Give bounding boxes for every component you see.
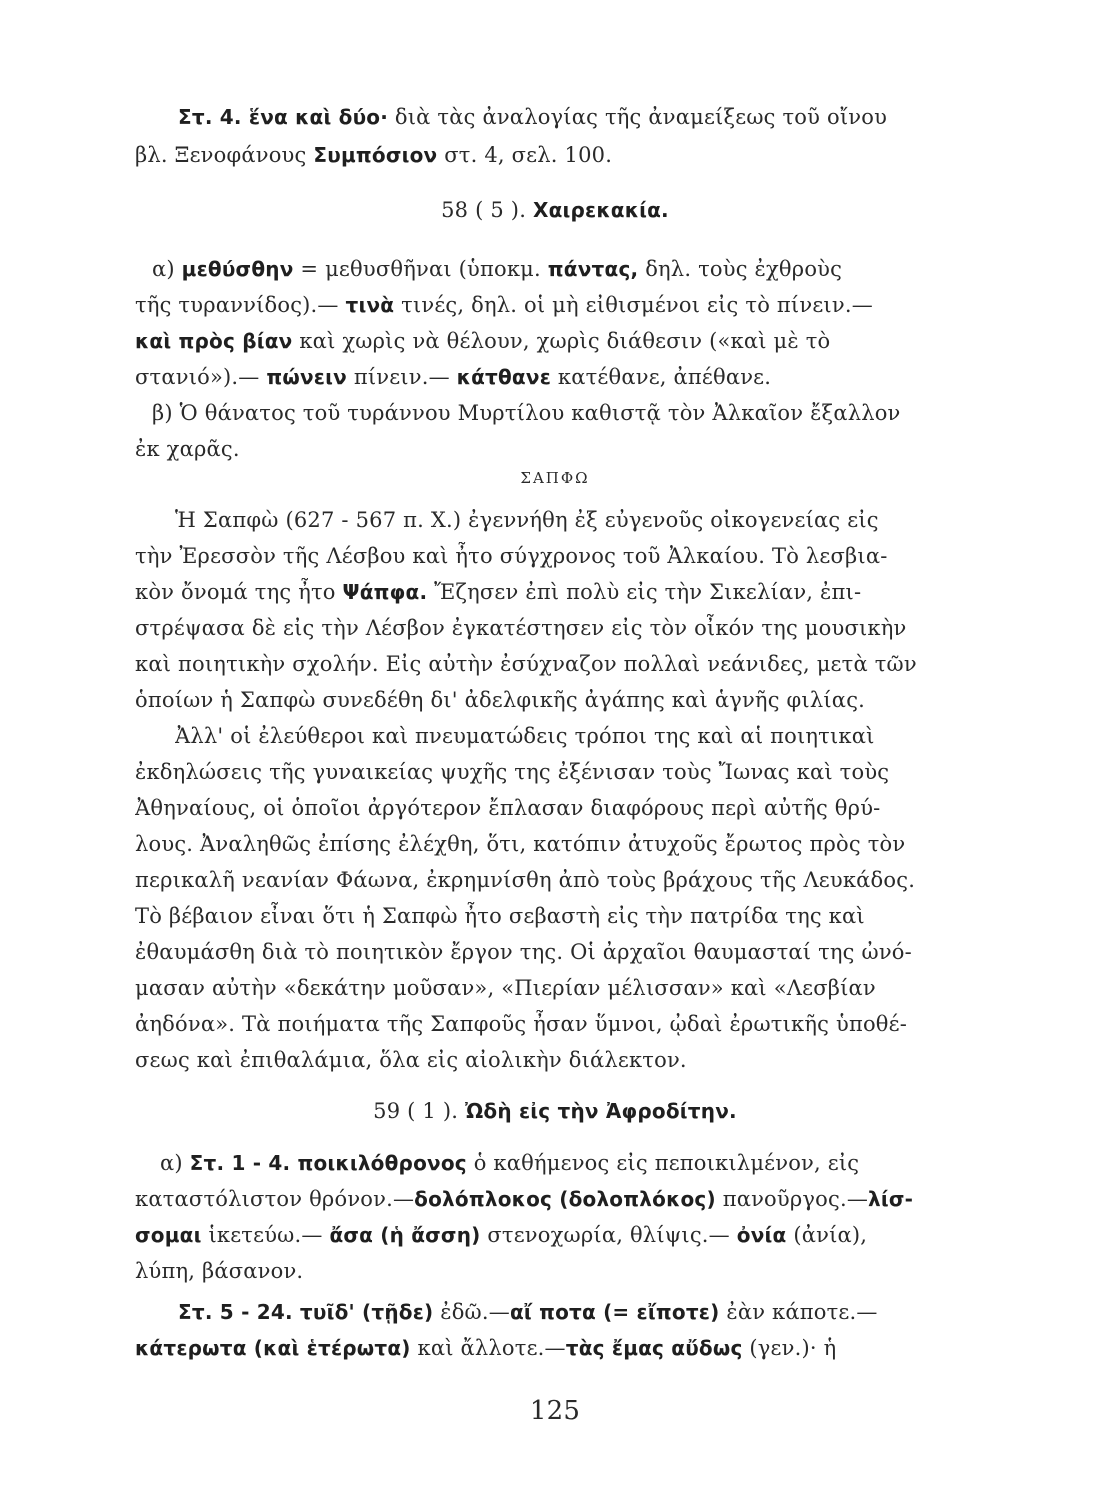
text-run: περικαλῆ νεανίαν Φάωνα, ἐκρημνίσθη ἀπὸ τοὺς βράχους τῆς Λευκάδος. [135, 868, 916, 892]
text-run: στανιό»).— [135, 365, 267, 389]
text-line [135, 902, 975, 930]
text-run: ὁποίων ἡ Σαπφὼ συνεδέθη δι' ἀδελφικῆς ἀγάπης καὶ ἁγνῆς φιλίας. [135, 688, 866, 712]
text-line [135, 758, 975, 786]
text-run: τὴν Ἐρεσσὸν τῆς Λέσβου καὶ ἦτο σύγχρονος τοῦ Ἀλκαίου. Τὸ λεσβια- [135, 544, 888, 568]
text-run: καὶ χωρὶς νὰ θέλουν, χωρὶς διάθεσιν («καὶ μὲ τὸ [292, 329, 831, 353]
bold-term: καὶ πρὸς βίαν [135, 329, 293, 353]
bold-term: Στ. 1 - 4. ποικιλόθρονος [189, 1151, 467, 1175]
text-line [135, 650, 975, 678]
text-line [135, 542, 975, 570]
text-run: καταστόλιστον θρόνον.— [135, 1187, 415, 1211]
text-run: α) [160, 1151, 190, 1175]
text-run: στενοχωρία, θλίψις.— [480, 1223, 737, 1247]
bold-term: δολόπλοκος (δολοπλόκος) [414, 1187, 716, 1211]
text-run: βλ. Ξενοφάνους [135, 143, 314, 167]
text-run: κατέθανε, ἀπέθανε. [551, 365, 772, 389]
text-line [178, 103, 1018, 131]
text-run: ἱκετεύω.— [201, 1223, 330, 1247]
bold-term: τὰς ἔμας αὔδως [565, 1336, 743, 1360]
text-line [152, 399, 992, 427]
text-run: καὶ ἄλλοτε.— [410, 1336, 566, 1360]
bold-term: λίσ- [868, 1187, 914, 1211]
author-heading [135, 464, 975, 492]
bold-term: ὀνία [736, 1223, 787, 1247]
text-run: διὰ τὰς ἀναλογίας τῆς ἀναμείξεως τοῦ οἴνου [388, 105, 888, 129]
text-line [135, 938, 975, 966]
bold-term: πάντας, [547, 257, 639, 281]
text-run: ἐκδηλώσεις τῆς γυναικείας ψυχῆς της ἐξένισαν τοὺς Ἴωνας καὶ τοὺς [135, 760, 890, 784]
text-line [135, 1257, 975, 1285]
text-line [135, 866, 975, 894]
text-line [135, 291, 975, 319]
text-run: (ἀνία), [786, 1223, 868, 1247]
text-line [135, 686, 975, 714]
text-line [135, 363, 975, 391]
text-line [160, 1149, 1000, 1177]
text-run: λύπη, βάσανον. [135, 1259, 304, 1283]
text-line [135, 435, 975, 463]
text-run: ἐκ χαρᾶς. [135, 437, 240, 461]
author-name: ΣΑΠΦΩ [520, 469, 590, 487]
text-run: = μεθυσθῆναι (ὑποκμ. [293, 257, 548, 281]
text-run: ἐδῶ.— [433, 1300, 510, 1324]
section-heading [135, 1097, 975, 1125]
text-line [135, 1046, 975, 1074]
text-run: Ἀλλ' οἱ ἐλεύθεροι καὶ πνευματώδεις τρόποι της καὶ αἱ ποιητικαὶ [175, 724, 875, 748]
text-line [135, 1334, 975, 1362]
text-line [135, 327, 975, 355]
bold-term: κάτερωτα (καὶ ἑτέρωτα) [135, 1336, 411, 1360]
text-run: Ἔζησεν ἐπὶ πολὺ εἰς τὴν Σικελίαν, ἐπι- [427, 580, 862, 604]
page-number [135, 1397, 975, 1425]
text-line [178, 1298, 1018, 1326]
text-run: β) Ὁ θάνατος τοῦ τυράννου Μυρτίλου καθιστᾷ τὸν Ἀλκαῖον ἔξαλλον [152, 401, 901, 425]
text-line [152, 255, 992, 283]
bold-term: μεθύσθην [181, 257, 294, 281]
text-line [135, 1010, 975, 1038]
text-run: (γεν.)· ἡ [742, 1336, 837, 1360]
text-run: σεως καὶ ἐπιθαλάμια, ὅλα εἰς αἰολικὴν διάλεκτον. [135, 1048, 687, 1072]
text-run: μασαν αὐτὴν «δεκάτην μοῦσαν», «Πιερίαν μέλισσαν» καὶ «Λεσβίαν [135, 976, 876, 1000]
text-line [135, 614, 975, 642]
bold-term: ἄσα (ἡ ἄσση) [329, 1223, 481, 1247]
bold-term: Στ. 5 - 24. τυῖδ' (τῇδε) [178, 1300, 434, 1324]
bold-term: τινὰ [345, 293, 395, 317]
text-run: λους. Ἀναληθῶς ἐπίσης ἐλέχθη, ὅτι, κατόπιν ἀτυχοῦς ἔρωτος πρὸς τὸν [135, 832, 906, 856]
section-heading [135, 196, 975, 224]
section-title: Ὠδὴ εἰς τὴν Ἀφροδίτην. [465, 1099, 737, 1123]
bold-term: σομαι [135, 1223, 202, 1247]
bold-term: Ψάπφα. [342, 580, 428, 604]
text-run: καὶ ποιητικὴν σχολήν. Εἰς αὐτὴν ἐσύχναζον πολλαὶ νεάνιδες, μετὰ τῶν [135, 652, 917, 676]
text-line [175, 722, 1015, 750]
section-title: Χαιρεκακία. [532, 198, 669, 222]
bold-term: Συμπόσιον [313, 143, 438, 167]
text-line [135, 974, 975, 1002]
text-run: τῆς τυραννίδος).— [135, 293, 346, 317]
text-run: ἀηδόνα». Τὰ ποιήματα τῆς Σαπφοῦς ἦσαν ὕμνοι, ᾠδαὶ ἐρωτικῆς ὑποθέ- [135, 1012, 908, 1036]
section-number: 58 ( 5 ). [441, 198, 533, 222]
text-line [135, 141, 975, 169]
text-run: τινές, δηλ. οἱ μὴ εἰθισμένοι εἰς τὸ πίνειν.— [394, 293, 873, 317]
text-line [175, 506, 1015, 534]
text-run: ἐὰν κάποτε.— [719, 1300, 878, 1324]
text-run: δηλ. τοὺς ἐχθροὺς [638, 257, 843, 281]
text-run: Τὸ βέβαιον εἶναι ὅτι ἡ Σαπφὼ ἦτο σεβαστὴ εἰς τὴν πατρίδα της καὶ [135, 904, 865, 928]
page-number-text: 125 [529, 1397, 581, 1425]
text-line [135, 578, 975, 606]
text-run: ἐθαυμάσθη διὰ τὸ ποιητικὸν ἔργον της. Οἱ ἀρχαῖοι θαυμασταί της ὠνό- [135, 940, 912, 964]
text-line [135, 830, 975, 858]
text-run: στρέψασα δὲ εἰς τὴν Λέσβον ἐγκατέστησεν εἰς τὸν οἶκόν της μουσικὴν [135, 616, 907, 640]
bold-term: αἴ ποτα (= εἴποτε) [509, 1300, 720, 1324]
section-number: 59 ( 1 ). [373, 1099, 466, 1123]
bold-term: Στ. 4. ἕνα καὶ δύο· [178, 105, 389, 129]
text-run: ὁ καθήμενος εἰς πεποικιλμένον, εἰς [466, 1151, 860, 1175]
text-run: α) [152, 257, 182, 281]
text-run: Ἀθηναίους, οἱ ὁποῖοι ἀργότερον ἔπλασαν διαφόρους περὶ αὐτῆς θρύ- [135, 796, 881, 820]
bold-term: κάτθανε [456, 365, 552, 389]
text-run: πανοῦργος.— [715, 1187, 869, 1211]
text-line [135, 794, 975, 822]
text-run: πίνειν.— [346, 365, 457, 389]
text-line [135, 1221, 975, 1249]
text-run: κὸν ὄνομά της ἦτο [135, 580, 343, 604]
text-run: Ἡ Σαπφὼ (627 - 567 π. Χ.) ἐγεννήθη ἐξ εὐγενοῦς οἰκογενείας εἰς [175, 508, 879, 532]
text-line [135, 1185, 975, 1213]
bold-term: πώνειν [266, 365, 347, 389]
text-run: στ. 4, σελ. 100. [437, 143, 613, 167]
